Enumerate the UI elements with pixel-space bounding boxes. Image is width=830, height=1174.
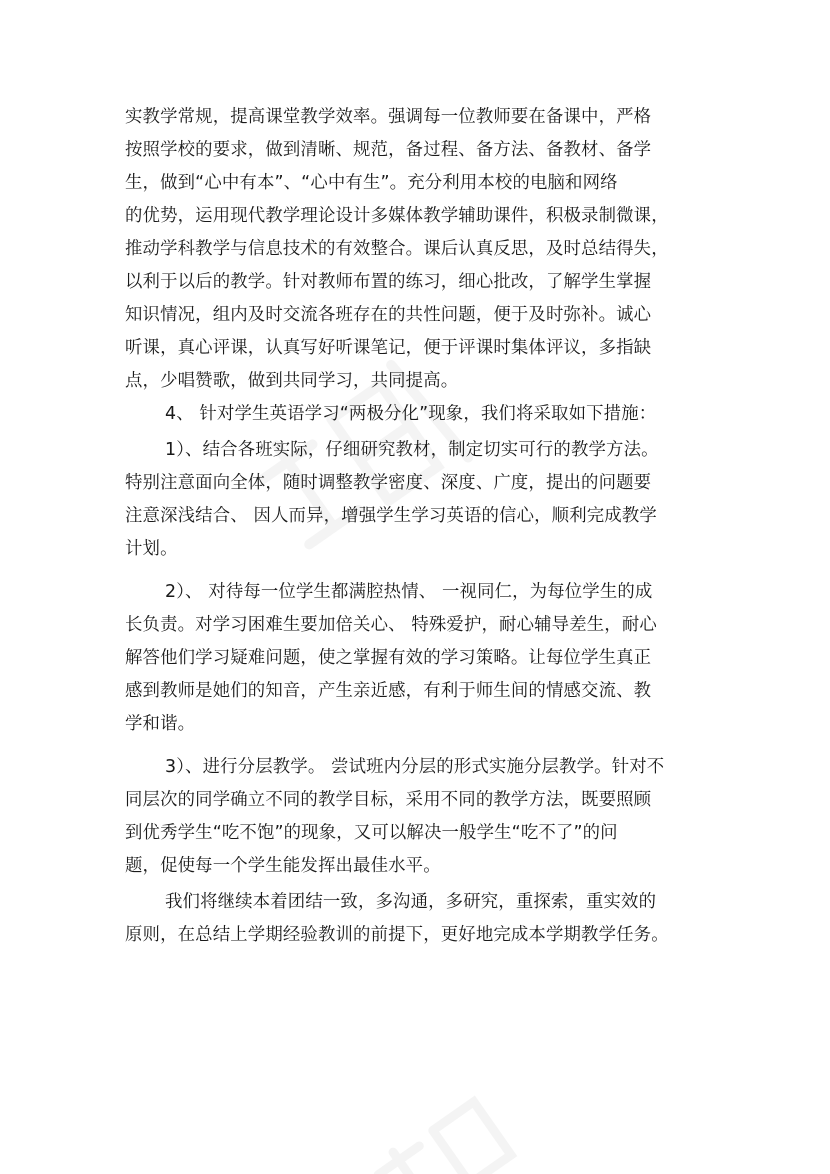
spacer bbox=[125, 741, 725, 751]
body-line: 实教学常规，提高课堂教学效率。强调每一位教师要在备课中，严格 bbox=[125, 107, 652, 127]
body-line: 知识情况，组内及时交流各班存在的共性问题，便于及时弥补。诚心 bbox=[125, 305, 652, 325]
document-body bbox=[125, 101, 725, 952]
body-line: 点，少唱赞歌，做到共同学习，共同提高。 bbox=[125, 371, 459, 391]
item-line: 解答他们学习疑难问题，使之掌握有效的学习策略。让每位学生真正 bbox=[125, 648, 652, 668]
body-line: 以利于以后的教学。针对教师布置的练习，细心批改，了解学生掌握 bbox=[125, 272, 652, 292]
item-line: 3）、进行分层教学。 尝试班内分层的形式实施分层教学。针对不 bbox=[165, 757, 665, 777]
body-line: 生，做到“心中有本”、“心中有生”。充分利用本校的电脑和网络 bbox=[125, 173, 618, 193]
section-heading: 4、 针对学生英语学习“两极分化”现象，我们将采取如下措施： bbox=[165, 404, 657, 424]
spacer bbox=[125, 566, 725, 576]
item-line: 2）、 对待每一位学生都满腔热情、 一视同仁，为每位学生的成 bbox=[165, 582, 653, 602]
item-line: 计划。 bbox=[125, 539, 178, 559]
watermark-graphic-bottom bbox=[359, 1072, 542, 1174]
closing-line: 我们将继续本着团结一致，多沟通，多研究，重探索，重实效的 bbox=[165, 892, 657, 912]
item-line: 1）、结合各班实际，仔细研究教材，制定切实可行的教学方法。 bbox=[165, 440, 659, 460]
body-line: 的优势，运用现代教学理论设计多媒体教学辅助课件，积极录制微课， bbox=[125, 206, 669, 226]
item-line: 特别注意面向全体，随时调整教学密度、深度、广度，提出的问题要 bbox=[125, 473, 652, 493]
body-line: 听课，真心评课，认真写好听课笔记，便于评课时集体评议，多指缺 bbox=[125, 338, 652, 358]
item-line: 学和谐。 bbox=[125, 714, 196, 734]
item-line: 题，促使每一个学生能发挥出最佳水平。 bbox=[125, 856, 441, 876]
item-line: 感到教师是她们的知音，产生亲近感，有利于师生间的情感交流、教 bbox=[125, 681, 652, 701]
closing-line: 原则，在总结上学期经验教训的前提下，更好地完成本学期教学任务。 bbox=[125, 925, 669, 945]
item-line: 长负责。对学习困难生要加倍关心、 特殊爱护，耐心辅导差生，耐心 bbox=[125, 615, 657, 635]
body-line: 推动学科教学与信息技术的有效整合。课后认真反思，及时总结得失， bbox=[125, 239, 669, 259]
body-line: 按照学校的要求，做到清晰、规范，备过程、备方法、备教材、备学 bbox=[125, 140, 652, 160]
item-line: 注意深浅结合、 因人而异，增强学生学习英语的信心，顺利完成教学 bbox=[125, 506, 657, 526]
item-line: 同层次的同学确立不同的教学目标，采用不同的教学方法，既要照顾 bbox=[125, 790, 652, 810]
item-line: 到优秀学生“吃不饱”的现象，又可以解决一般学生“吃不了”的问 bbox=[125, 823, 618, 843]
